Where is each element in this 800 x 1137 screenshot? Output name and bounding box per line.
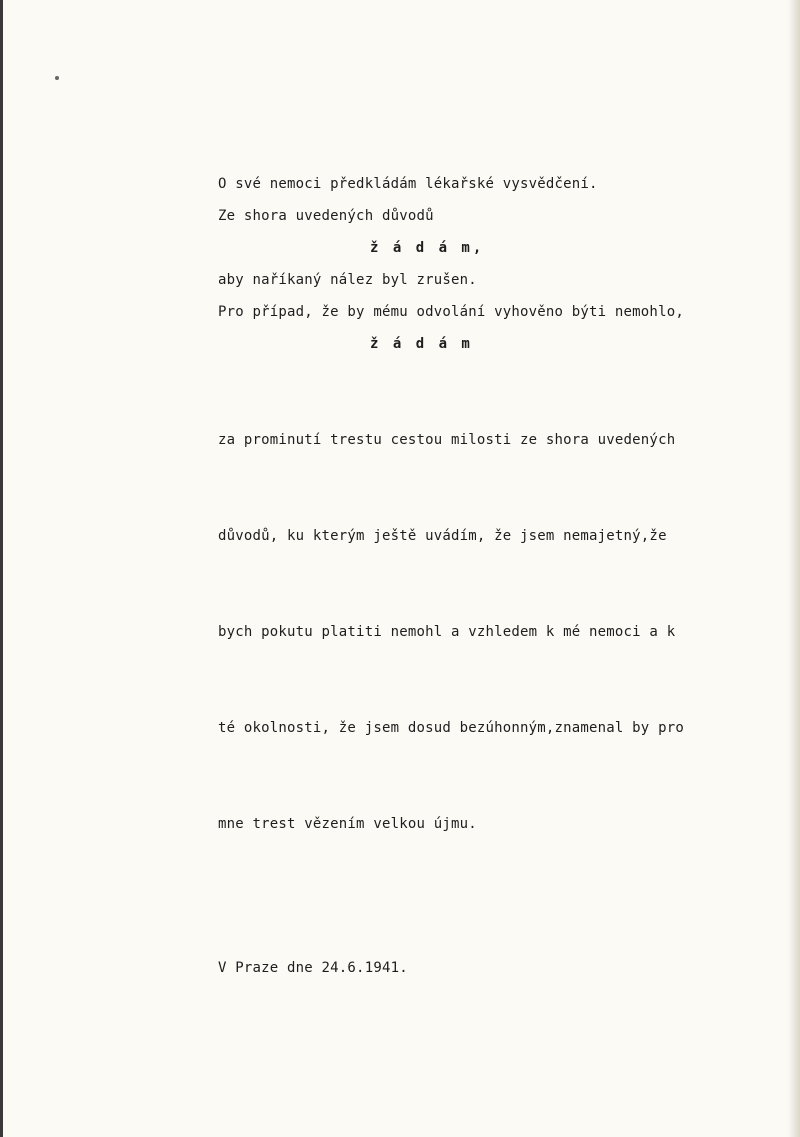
paragraph-pardon-request bbox=[218, 360, 758, 904]
line-annul-verdict: aby naříkaný nález byl zrušen. bbox=[218, 272, 477, 288]
paragraph-line: mne trest vězením velkou újmu. bbox=[218, 816, 477, 832]
date-line: V Praze dne 24.6.1941. bbox=[218, 960, 408, 976]
paragraph-line: té okolnosti, že jsem dosud bezúhonným,znamenal by pro bbox=[218, 720, 684, 736]
document-body bbox=[218, 168, 758, 984]
line-in-case: Pro případ, že by mému odvolání vyhověno býti nemohlo, bbox=[218, 304, 684, 320]
line-medical-certificate: O své nemoci předkládám lékařské vysvědčení. bbox=[218, 176, 598, 192]
line-reasons: Ze shora uvedených důvodů bbox=[218, 208, 434, 224]
paragraph-line: důvodů, ku kterým ještě uvádím, že jsem nemajetný,že bbox=[218, 528, 667, 544]
line-request-1: ž á d á m, bbox=[370, 240, 485, 256]
paragraph-line: za prominutí trestu cestou milosti ze shora uvedených bbox=[218, 432, 676, 448]
spacer bbox=[218, 904, 758, 952]
paragraph-line: bych pokutu platiti nemohl a vzhledem k mé nemoci a k bbox=[218, 624, 676, 640]
paper-speck bbox=[55, 76, 59, 80]
line-request-2: ž á d á m bbox=[370, 336, 473, 352]
